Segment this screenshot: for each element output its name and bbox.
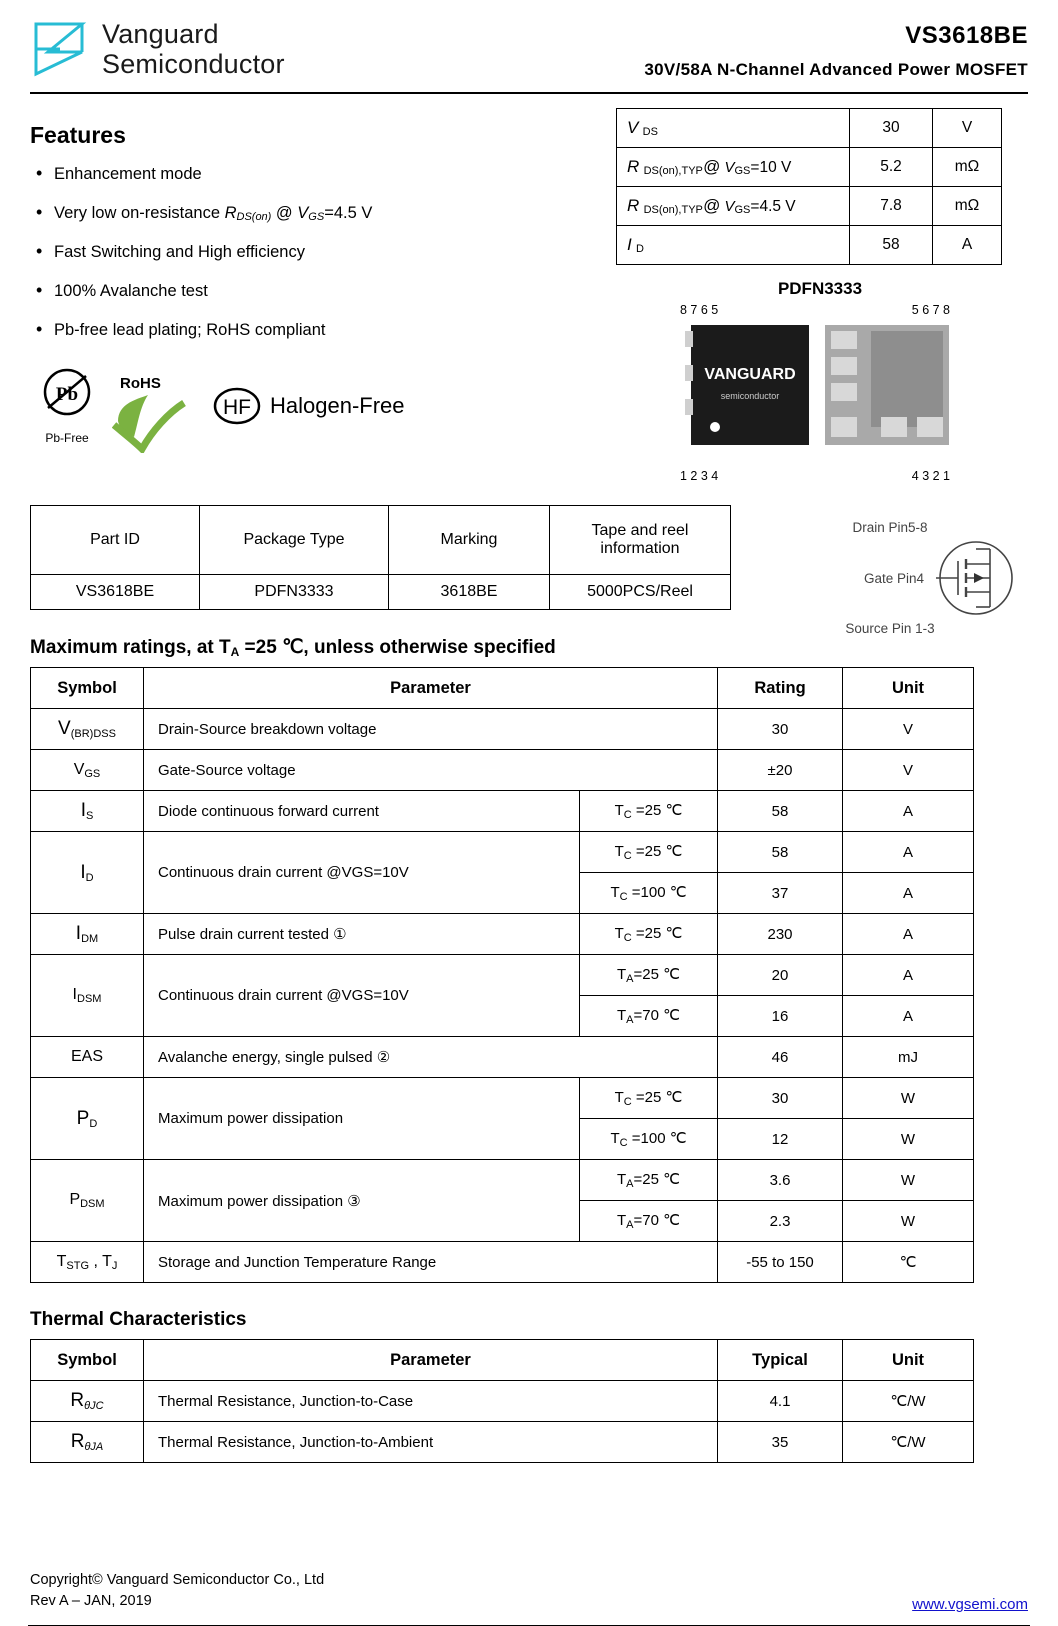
copyright-text: Copyright© Vanguard Semiconductor Co., Ltd xyxy=(30,1571,325,1588)
table-row xyxy=(31,750,974,791)
row-symbol: ID xyxy=(31,832,144,914)
row-symbol: VGS xyxy=(31,750,144,791)
row-symbol: PD xyxy=(31,1078,144,1160)
row-typical: 35 xyxy=(718,1422,843,1463)
row-symbol: PDSM xyxy=(31,1160,144,1242)
row-rating: 20 xyxy=(718,955,843,996)
row-parameter: Maximum power dissipation ③ xyxy=(144,1160,580,1242)
row-unit: mJ xyxy=(843,1037,974,1078)
table-row xyxy=(31,709,974,750)
row-condition: $T_C =25$ ℃ xyxy=(580,832,718,873)
feature-text: 100% Avalanche test xyxy=(54,282,208,300)
col-typical: Typical xyxy=(718,1340,843,1381)
table-row xyxy=(31,1078,974,1119)
spec-param: V DS xyxy=(617,109,850,148)
cell-part-id: VS3618BE xyxy=(31,575,200,610)
spec-param: I D xyxy=(617,226,850,265)
row-parameter: Gate-Source voltage xyxy=(144,750,718,791)
table-row xyxy=(31,1160,974,1201)
table-row xyxy=(617,226,1002,265)
table-row xyxy=(31,575,731,610)
col-symbol: Symbol xyxy=(31,668,144,709)
spec-value: 30 xyxy=(850,109,933,148)
features-heading: Features xyxy=(30,122,126,148)
thermal-table xyxy=(30,1339,974,1463)
pins-top-right: 5 6 7 8 xyxy=(911,303,950,317)
row-condition: $T_A=25$ ℃ xyxy=(580,955,718,996)
row-parameter: Thermal Resistance, Junction-to-Case xyxy=(144,1381,718,1422)
row-unit: A xyxy=(843,955,974,996)
col-rating: Rating xyxy=(718,668,843,709)
row-rating: 30 xyxy=(718,709,843,750)
max-ratings-heading xyxy=(30,636,1028,659)
row-symbol: IDM xyxy=(31,914,144,955)
row-unit: W xyxy=(843,1160,974,1201)
row-rating: 230 xyxy=(718,914,843,955)
svg-text:VANGUARD: VANGUARD xyxy=(704,366,796,383)
hf-icon xyxy=(212,382,262,430)
row-condition: $T_C =25$ ℃ xyxy=(580,791,718,832)
col-parameter: Parameter xyxy=(144,1340,718,1381)
row-unit: W xyxy=(843,1201,974,1242)
max-ratings-title-rest: =25 ℃, unless otherwise specified xyxy=(239,637,556,658)
max-ratings-title-sub: A xyxy=(230,645,240,659)
mosfet-symbol-icon xyxy=(928,535,1020,621)
row-symbol: RθJC xyxy=(31,1381,144,1422)
feature-text: Fast Switching and High efficiency xyxy=(54,243,305,261)
table-header-row xyxy=(31,506,731,575)
table-row xyxy=(617,148,1002,187)
company-logo xyxy=(30,18,285,80)
col-symbol: Symbol xyxy=(31,1340,144,1381)
row-condition: $T_C =100$ ℃ xyxy=(580,873,718,914)
row-parameter: Continuous drain current @VGS=10V xyxy=(144,955,580,1037)
row-condition: $T_C =25$ ℃ xyxy=(580,1078,718,1119)
row-condition: $T_C =25$ ℃ xyxy=(580,914,718,955)
row-condition: $T_C =100$ ℃ xyxy=(580,1119,718,1160)
row-symbol: EAS xyxy=(31,1037,144,1078)
row-rating: 46 xyxy=(718,1037,843,1078)
row-parameter: Avalanche energy, single pulsed ② xyxy=(144,1037,718,1078)
spec-value: 5.2 xyxy=(850,148,933,187)
row-unit: ℃/W xyxy=(843,1381,974,1422)
row-rating: 58 xyxy=(718,832,843,873)
table-row xyxy=(31,1381,974,1422)
col-unit: Unit xyxy=(843,1340,974,1381)
col-package-type: Package Type xyxy=(200,506,389,575)
mosfet-symbol xyxy=(760,520,1020,636)
table-row xyxy=(617,187,1002,226)
rohs-logo xyxy=(112,375,198,437)
row-parameter: Drain-Source breakdown voltage xyxy=(144,709,718,750)
gate-label: Gate Pin4 xyxy=(863,570,924,586)
features-list xyxy=(30,165,590,340)
row-symbol: IDSM xyxy=(31,955,144,1037)
row-unit: A xyxy=(843,791,974,832)
table-row xyxy=(31,832,974,873)
compliance-logos xyxy=(36,366,590,445)
row-rating: -55 to 150 xyxy=(718,1242,843,1283)
row-symbol: TSTG , TJ xyxy=(31,1242,144,1283)
thermal-heading: Thermal Characteristics xyxy=(30,1309,247,1330)
row-parameter: Thermal Resistance, Junction-to-Ambient xyxy=(144,1422,718,1463)
cell-marking: 3618BE xyxy=(389,575,550,610)
row-parameter: Storage and Junction Temperature Range xyxy=(144,1242,718,1283)
spec-value: 7.8 xyxy=(850,187,933,226)
package-drawing xyxy=(602,317,1028,467)
row-symbol: RθJA xyxy=(31,1422,144,1463)
halogen-free-logo xyxy=(212,382,405,430)
vanguard-logo-icon xyxy=(30,18,88,80)
table-header-row xyxy=(31,668,974,709)
row-rating: ±20 xyxy=(718,750,843,791)
row-unit: V xyxy=(843,709,974,750)
part-id-table xyxy=(30,505,731,610)
pins-bottom-left: 1 2 3 4 xyxy=(680,469,719,483)
list-item xyxy=(30,321,590,340)
spec-unit: mΩ xyxy=(933,187,1002,226)
package-name: PDFN3333 xyxy=(777,279,863,298)
table-row xyxy=(31,955,974,996)
row-rating: 3.6 xyxy=(718,1160,843,1201)
col-tape-reel: Tape and reel information xyxy=(550,506,731,575)
col-unit: Unit xyxy=(843,668,974,709)
row-unit: A xyxy=(843,832,974,873)
svg-text:HF: HF xyxy=(223,395,251,419)
halogen-free-label: Halogen-Free xyxy=(270,392,405,418)
svg-text:semiconductor: semiconductor xyxy=(720,391,780,401)
spec-unit: mΩ xyxy=(933,148,1002,187)
row-parameter: Pulse drain current tested ① xyxy=(144,914,580,955)
table-row xyxy=(31,914,974,955)
row-unit: ℃/W xyxy=(843,1422,974,1463)
feature-text: Enhancement mode xyxy=(54,165,202,183)
spec-value: 58 xyxy=(850,226,933,265)
page-footer xyxy=(0,1564,1058,1626)
rohs-label: RoHS xyxy=(120,374,161,392)
row-rating: 2.3 xyxy=(718,1201,843,1242)
col-part-id: Part ID xyxy=(31,506,200,575)
list-item xyxy=(30,243,590,262)
row-parameter: Diode continuous forward current xyxy=(144,791,580,832)
pins-bottom-right: 4 3 2 1 xyxy=(911,469,950,483)
list-item xyxy=(30,165,590,184)
row-parameter: Maximum power dissipation xyxy=(144,1078,580,1160)
row-rating: 37 xyxy=(718,873,843,914)
spec-unit: V xyxy=(933,109,1002,148)
row-unit: W xyxy=(843,1078,974,1119)
company-name-line2: Semiconductor xyxy=(102,49,285,79)
row-rating: 30 xyxy=(718,1078,843,1119)
row-unit: A xyxy=(843,914,974,955)
drain-label: Drain Pin5-8 xyxy=(852,520,928,535)
list-item: • Very low on-resistance RDS(on) @ VGS=4.5 V xyxy=(30,204,590,223)
row-rating: 16 xyxy=(718,996,843,1037)
row-condition: $T_A=25$ ℃ xyxy=(580,1160,718,1201)
table-row xyxy=(31,1242,974,1283)
row-rating: 12 xyxy=(718,1119,843,1160)
col-marking: Marking xyxy=(389,506,550,575)
max-ratings-title-main: Maximum ratings, at T xyxy=(30,637,231,658)
spec-param: R DS(on),TYP@ VGS=10 V xyxy=(617,148,850,187)
max-ratings-table xyxy=(30,667,974,1283)
feature-text: Pb-free lead plating; RoHS compliant xyxy=(54,321,326,339)
revision-text: Rev A – JAN, 2019 xyxy=(30,1593,152,1610)
row-typical: 4.1 xyxy=(718,1381,843,1422)
company-name-line1: Vanguard xyxy=(102,18,219,49)
key-specs-table xyxy=(616,108,1002,265)
table-row xyxy=(31,1422,974,1463)
cell-package-type: PDFN3333 xyxy=(200,575,389,610)
row-unit: ℃ xyxy=(843,1242,974,1283)
row-symbol: IS xyxy=(31,791,144,832)
website-link[interactable]: www.vgsemi.com xyxy=(912,1596,1028,1613)
table-row xyxy=(617,109,1002,148)
row-condition: $T_A=70$ ℃ xyxy=(580,1201,718,1242)
list-item xyxy=(30,282,590,301)
row-unit: W xyxy=(843,1119,974,1160)
pb-free-logo xyxy=(36,366,98,445)
row-unit: A xyxy=(843,996,974,1037)
row-rating: 58 xyxy=(718,791,843,832)
table-header-row xyxy=(31,1340,974,1381)
cell-tape-reel: 5000PCS/Reel xyxy=(550,575,731,610)
pb-free-label: Pb-Free xyxy=(45,431,89,445)
part-number-title: VS3618BE xyxy=(905,22,1028,49)
col-parameter: Parameter xyxy=(144,668,718,709)
table-row xyxy=(31,1037,974,1078)
svg-text:Pb: Pb xyxy=(55,384,79,405)
row-condition: $T_A=70$ ℃ xyxy=(580,996,718,1037)
part-subtitle: 30V/58A N-Channel Advanced Power MOSFET xyxy=(644,60,1028,79)
row-parameter: Continuous drain current @VGS=10V xyxy=(144,832,580,914)
spec-param: R DS(on),TYP@ VGS=4.5 V xyxy=(617,187,850,226)
spec-unit: A xyxy=(933,226,1002,265)
table-row xyxy=(31,791,974,832)
row-unit: V xyxy=(843,750,974,791)
source-label: Source Pin 1-3 xyxy=(845,621,935,636)
row-unit: A xyxy=(843,873,974,914)
pins-top-left: 8 7 6 5 xyxy=(680,303,719,317)
row-symbol: V(BR)DSS xyxy=(31,709,144,750)
page-header xyxy=(0,0,1058,86)
